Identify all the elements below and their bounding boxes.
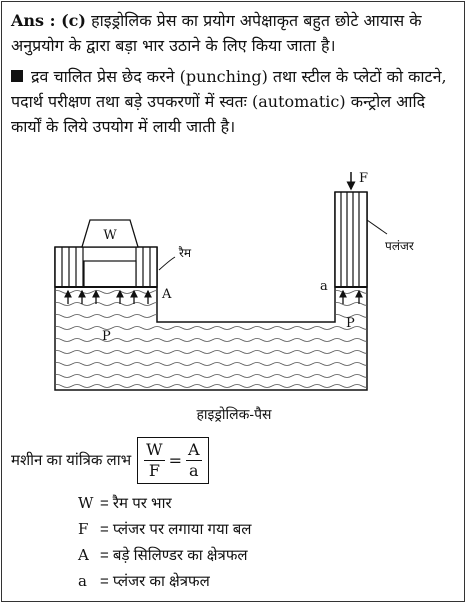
area-a-label: a [320,279,328,294]
definitions-list [78,490,251,594]
ram-label: रैम [179,246,192,260]
pressure-arrows-left [68,291,148,304]
definition-item [78,490,251,516]
definition-symbol: A [78,546,89,564]
pressure-left-label: P [102,329,111,344]
ram-piston [55,247,157,287]
figure-caption: हाइड्रोलिक-पैस [196,406,272,422]
definition-text: = रैम पर भार [100,495,172,512]
mechanical-advantage-row [11,436,209,484]
fraction-denominator-f: F [148,460,160,480]
answer-paragraph [11,8,457,58]
formula-label: मशीन का यांत्रिक लाभ [11,452,132,469]
bullet-paragraph [11,64,457,139]
fraction-denominator-a: a [189,460,199,480]
definition-item [78,516,251,542]
plunger-leader-line [367,220,387,234]
definition-text: = प्लंजर का क्षेत्रफल [100,573,210,590]
definition-item [78,542,251,568]
weight-label: W [103,228,117,243]
ram-leader-line [159,257,175,270]
pressure-right-label: P [346,316,355,331]
equals-sign: = [168,450,183,470]
liquid-waves [52,291,372,388]
plunger-label: पलंजर [385,239,414,253]
fraction-numerator-A: A [188,439,200,459]
fraction-a-over-a [186,440,202,481]
definition-item [78,568,251,594]
formula-box [137,437,208,484]
definition-symbol: W [78,494,94,512]
definition-symbol: F [78,520,89,538]
definition-symbol: a [78,572,87,590]
page [1,1,465,602]
definition-text: = प्लंजर पर लगाया गया बल [100,521,252,538]
definition-text: = बड़े सिलिण्डर का क्षेत्रफल [100,547,248,564]
area-A-label: A [162,287,172,302]
fraction-numerator-w: W [146,439,163,459]
force-label: F [359,171,369,186]
answer-label: Ans : (c) [11,11,86,30]
bullet-text: द्रव चालित प्रेस छेद करने (punching) तथा स्टील के प्लेटों को काटने, पदार्थ परीक्षण तथा बड़े उपकरणों में स्वतः (automatic) कन्ट्रोल आदि कार्यों के लिये उपयोग में लायी जाती है। [11,67,447,136]
plunger-piston [335,192,367,287]
fraction-w-over-f [144,440,164,481]
hydraulic-press-diagram [2,162,465,432]
answer-text: हाइड्रोलिक प्रेस का प्रयोग अपेक्षाकृत बहुत छोटे आयास के अनुप्रयोग के द्वारा बड़ा भार उठाने के लिए किया जाता है। [11,11,422,55]
square-bullet-icon [11,70,23,82]
